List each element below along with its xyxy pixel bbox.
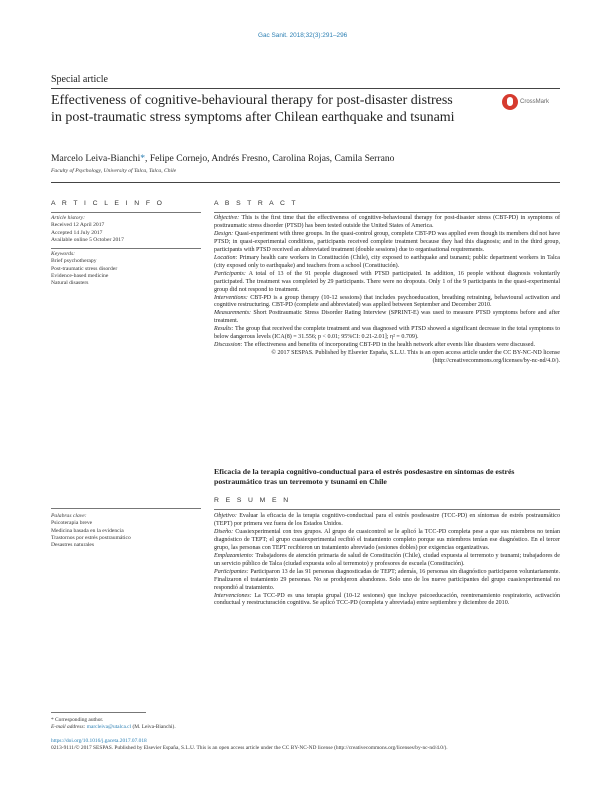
resumen-participantes: Participantes: Participaron 13 de las 91 personas diagnosticadas de TEPT; además, 16 personas sin diagnóstico participaron voluntariamente. Finalizaron el tratamiento 29 personas. No se produjeron abandonos. Solo uno de los nueve participantes del grupo cuasiexperimental no respondió al tratamiento. [214,568,560,591]
resumen-objetivo: Objetivo: Evaluar la eficacia de la terapia cognitivo-conductual para el estrés posdesastre (TCC-PD) en síntomas de estrés postraumático (TEPT) por primera vez fuera de los Estados Unidos. [214,513,561,527]
footnote [51,717,176,731]
palabra: Psicoterapia breve [51,520,93,527]
history-rule [51,248,201,249]
crossmark-label: CrossMark [520,99,550,105]
abstract-results: Results: The group that received the complete treatment and was diagnosed with PTSD showed a significant decrease in the total symptoms to below dangerous levels (ICA(8) = 31.556; p < 0.01; 95%CI: 0.21-2.01]; η² = 0.709). [214,326,560,341]
footer-license[interactable]: 0213-9111/© 2017 SESPAS. Published by Elsevier España, S.L.U. This is an open access article under the CC BY-NC-ND license (http://creativecommons.org/licenses/by-nc-nd/4.0/). [51,745,448,751]
palabra: Desastres naturales [51,542,95,549]
keyword: Evidence-based medicine [51,272,109,279]
doi-link[interactable]: https://doi.org/10.1016/j.gaceta.2017.07.018 [51,738,147,744]
abstract-objective: Objective: This is the first time that the effectiveness of cognitive-behavioural therapy for post-disaster stress (CBT-PD) in symptoms of posttraumatic stress disorder (PTSD) has been tested outside the United States of America. [214,215,561,229]
history-received: Received 12 April 2017 [51,222,105,229]
resumen-rule [214,509,560,510]
affiliation-rule [51,182,560,183]
header-rule [51,88,560,89]
email-link[interactable]: marcleiva@utalca.cl [86,724,132,730]
footer-block [51,738,560,752]
abstract-body [214,215,560,366]
article-info-rule [51,212,201,213]
keyword: Post-traumatic stress disorder [51,265,118,272]
author-others: , Felipe Cornejo, Andrés Fresno, Carolina Rojas, Camila Serrano [145,153,395,164]
article-title: Effectiveness of cognitive-behavioural therapy for post-disaster distress in post-traumatic stress symptoms after Chilean earthquake and tsunami [51,93,455,125]
corresponding-note: * Corresponding author. [51,717,104,723]
palabras-label: Palabras clave: [51,513,87,519]
palabra: Trastornos por estrés postraumático [51,534,131,541]
resumen-heading: R E S U M E N [214,497,291,504]
abstract-measurements: Measurements: Short Posttraumatic Stress Disorder Rating Interview (SPRINT-E) was used to measure PTSD symptoms before and after treatment. [214,310,560,325]
email-line [51,724,176,731]
history-accepted: Accepted 14 July 2017 [51,229,103,236]
abstract-participants: Participants: A total of 13 of the 91 people diagnosed with PTSD participated. In addition, 16 people without diagnosis voluntarily participated. The treatment was completed by 29 participants. There were no dropouts. Only 1 of the 9 participants in the quasi-experimental group did not respond to treatment. [214,270,560,293]
resumen-emplazamiento: Emplazamiento: Trabajadores de atención primaria de salud de Constitución (Chile), ciudad expuesta al terremoto y tsunami; trabajadores de un servicio público de Talca (ciudad expuesta solo al terremoto) y profesores de escuela (Constitución). [214,552,560,567]
article-info-heading: A R T I C L E I N F O [51,200,165,207]
email-tail: (M. Leiva-Bianchi). [132,724,176,730]
abstract-interventions: Interventions: CBT-PD is a group therapy (10-12 sessions) that includes psychoeducation, breathing retraining, behavioural activation and cognitive restructuring. CBT-PD (complete and abbreviated) was applied between September and December 2010. [214,294,560,309]
affiliation: Faculty of Psychology, University of Talca, Talca, Chile [51,168,177,174]
resumen-body [214,513,560,608]
article-history [51,215,201,244]
abstract-discussion: Discussion: The effectiveness and benefits of incorporating CBT-PD in the health network after events like disasters were discussed. [214,342,535,349]
crossmark-button[interactable] [502,94,549,110]
keywords-label: Keywords: [51,251,76,257]
crossmark-icon [502,94,518,110]
keyword: Natural disasters [51,280,89,287]
author-list [51,153,394,164]
palabras-clave [51,513,201,549]
abstract-design: Design: Quasi-experiment with three groups. In the quasi-control group, complete CBT-PD was applied even though its members did not have PTSD; in quasi-experimental conditions, participants received complete treatment because they had this diagnosis; and in the third group, participants with PTSD received an abbreviated treatment (double sessions) due to organisational requirements. [214,230,561,253]
keyword: Brief psychotherapy [51,258,97,265]
journal-reference[interactable]: Gac Sanit. 2018;32(3):291–296 [258,32,348,39]
resumen-diseno: Diseño: Cuasiexperimental con tres grupos. Al grupo de cuasicontrol se le aplicó la TCC-PD completa pese a que sus miembros no tenían diagnóstico de TEPT; el grupo cuasiexperimental recibió el tratamiento completo porque sus miembros tenían ese diagnóstico. En el tercer grupo, las personas con TEPT recibieron un tratamiento abreviado (sesiones dobles) por exigencias organizativas. [214,528,561,551]
corresponding-marker[interactable]: * [140,153,146,164]
author-corresponding[interactable]: Marcelo Leiva-Bianchi [51,153,141,164]
abstract-location: Location: Primary health care workers in Constitución (Chile), city exposed to earthquake and tsunami; public department workers in Talca (city exposed only to earthquake) and teachers from a school (Constitución). [214,254,560,269]
email-label: E-mail address: [51,724,86,730]
palabras-rule [51,508,201,509]
resumen-intervenciones: Intervenciones: La TCC-PD es una terapia grupal (10-12 sesiones) que incluye psicoeducación, reentrenamiento respiratorio, activación conductual y reestructuración cognitiva. Se aplicó TCC-PD (completa y abreviada) entre septiembre y diciembre de 2010. [214,592,560,607]
palabra: Medicina basada en la evidencia [51,527,124,534]
spanish-title: Eficacia de la terapia cognitivo-conductual para el estrés posdesastre en síntomas de estrés postraumático tras un terremoto y tsunami en Chile [214,467,515,486]
section-type: Special article [51,74,108,85]
abstract-heading: A B S T R A C T [214,200,298,207]
history-label: Article history: [51,215,86,221]
history-online: Available online 5 October 2017 [51,236,124,243]
keywords [51,251,201,287]
abstract-rule [214,212,560,213]
abstract-license[interactable]: © 2017 SESPAS. Published by Elsevier España, S.L.U. This is an open access article under the CC BY-NC-ND license (http://creativecommons.org/licenses/by-nc-nd/4.0/). [271,350,560,365]
footnote-rule [51,712,146,713]
